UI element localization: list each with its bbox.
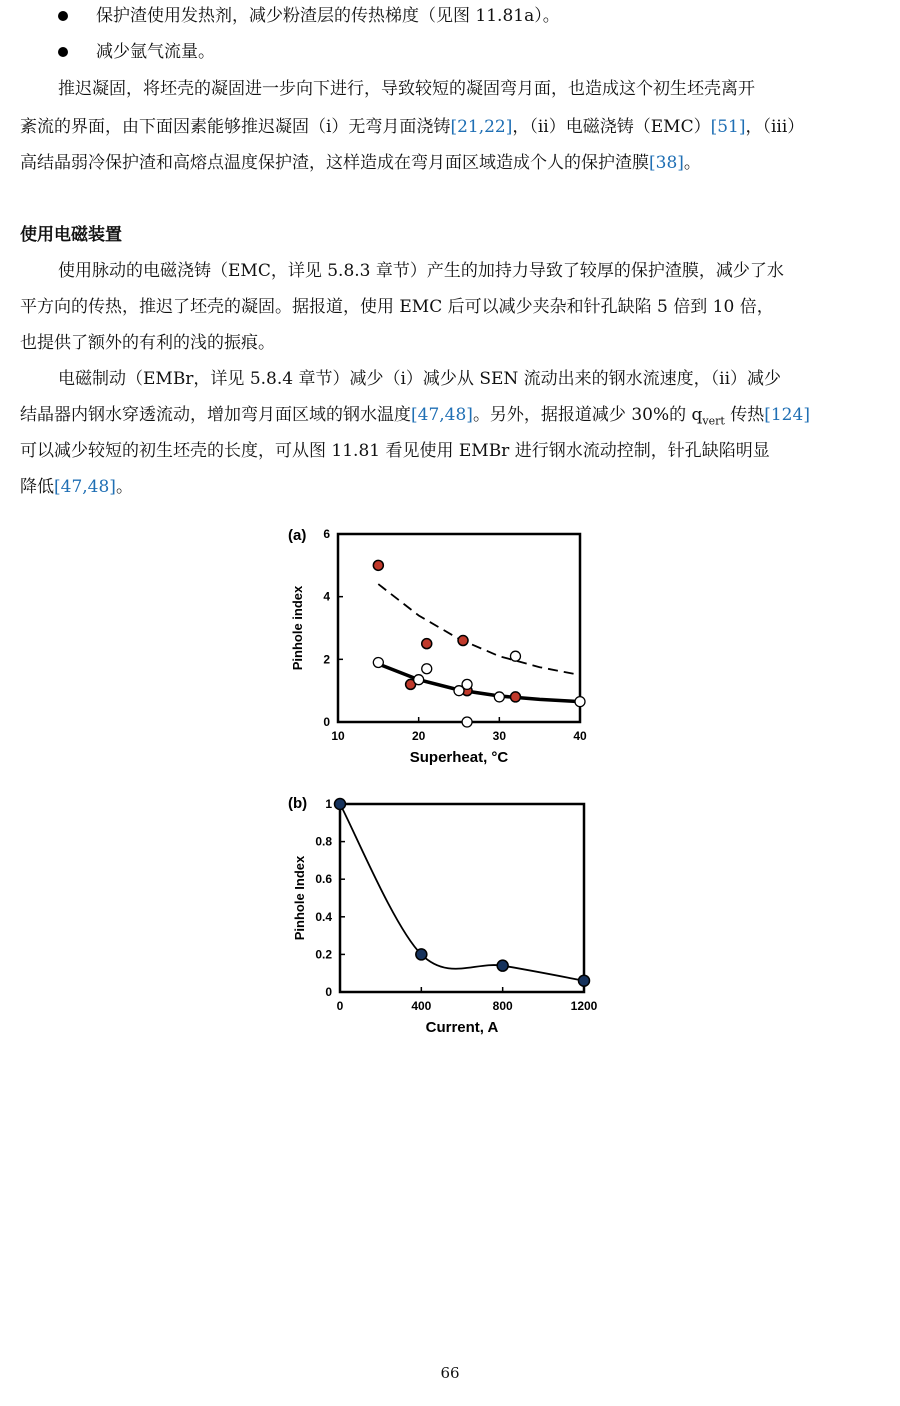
para1-line2 xyxy=(20,116,862,138)
y-tick-label: 0 xyxy=(325,985,332,999)
y-tick-label: 2 xyxy=(323,652,330,667)
x-tick-label: 20 xyxy=(411,729,426,743)
y-tick-label: 0 xyxy=(323,715,330,729)
x-tick-label: 30 xyxy=(492,729,507,743)
para1-line3-text-b: 。 xyxy=(683,153,701,173)
panel-label: (a) xyxy=(288,527,307,544)
para3-line3: 可以减少较短的初生坯壳的长度，可从图 11.81 看见使用 EMBr 进行钢水流动控制，针孔缺陷明显 xyxy=(20,441,770,461)
y-tick-label: 1 xyxy=(325,797,332,811)
data-point-open xyxy=(575,697,585,707)
data-point-open xyxy=(422,664,432,674)
para2-line1: 使用脉动的电磁浇铸（EMC，详见 5.8.3 章节）产生的加持力导致了较厚的保护渣膜，减少了水 xyxy=(58,261,784,281)
para3-line1: 电磁制动（EMBr，详见 5.8.4 章节）减少（i）减少从 SEN 流动出来的钢水流速度，（ii）减少 xyxy=(58,369,782,389)
bullet-item-1: 保护渣使用发热剂，减少粉渣层的传热梯度（见图 11.81a）。 xyxy=(96,6,560,26)
y-axis-label: Pinhole index xyxy=(290,585,305,671)
citation-link[interactable]: [124] xyxy=(764,405,810,425)
page-number: 66 xyxy=(440,1364,460,1382)
data-point-open xyxy=(373,657,383,667)
x-tick-label: 800 xyxy=(492,999,513,1013)
data-point-open xyxy=(462,679,472,689)
citation-link[interactable]: [51] xyxy=(710,117,746,137)
x-tick-label: 10 xyxy=(331,729,345,743)
bullet-dot-icon xyxy=(58,11,68,21)
chart-a xyxy=(276,522,606,782)
fit-curve-dashed xyxy=(378,584,580,675)
data-point-filled xyxy=(373,560,383,570)
para3-line2-text-c: 传热 xyxy=(724,405,765,425)
section-heading: 使用电磁装置 xyxy=(20,225,122,245)
y-tick-label: 0.6 xyxy=(315,872,332,887)
x-axis-label: Superheat, °C xyxy=(409,749,509,766)
para1-line2-text-a: 紊流的界面，由下面因素能够推迟凝固（i）无弯月面浇铸 xyxy=(20,117,451,137)
para3-line4-text-b: 。 xyxy=(115,477,133,497)
para1-line2-text-c: ，（iii） xyxy=(745,117,805,137)
data-point-open xyxy=(462,717,472,727)
para3-line4 xyxy=(20,476,862,498)
y-axis-label: Pinhole Index xyxy=(292,855,307,941)
para3-line4-text-a: 降低 xyxy=(20,477,54,497)
citation-link[interactable]: [38] xyxy=(649,153,684,173)
data-point xyxy=(497,960,508,971)
series-line xyxy=(340,804,584,981)
para1-line1: 推迟凝固，将坯壳的凝固进一步向下进行，导致较短的凝固弯月面，也造成这个初生坯壳离开 xyxy=(58,79,755,99)
x-tick-label: 40 xyxy=(573,729,587,743)
bullet-dot-icon xyxy=(58,47,68,57)
bullet-item-2: 减少氩气流量。 xyxy=(96,42,215,62)
y-tick-label: 0.4 xyxy=(315,909,332,924)
data-point xyxy=(579,975,590,986)
x-tick-label: 1200 xyxy=(570,999,598,1013)
y-tick-label: 4 xyxy=(323,589,330,604)
citation-link[interactable]: [47,48] xyxy=(411,405,473,425)
para1-line2-text-b: ，（ii）电磁浇铸（EMC） xyxy=(512,117,711,137)
y-tick-label: 6 xyxy=(323,527,330,541)
para1-line3-text-a: 高结晶弱冷保护渣和高熔点温度保护渣，这样造成在弯月面区域造成个人的保护渣膜 xyxy=(20,153,649,173)
data-point-open xyxy=(510,651,520,661)
citation-link[interactable]: [47,48] xyxy=(54,477,116,497)
data-point-open xyxy=(494,692,504,702)
x-tick-label: 400 xyxy=(411,999,432,1013)
y-tick-label: 0.2 xyxy=(315,947,332,962)
para3-line2-text-b: 。另外，据报道减少 30%的 q xyxy=(472,405,703,425)
para2-line3: 也提供了额外的有利的浅的振痕。 xyxy=(20,333,275,353)
data-point-open xyxy=(414,675,424,685)
para2-line2: 平方向的传热，推迟了坯壳的凝固。据报道，使用 EMC 后可以减少夹杂和针孔缺陷 5 倍到 10 倍， xyxy=(20,297,774,317)
data-point xyxy=(335,799,346,810)
data-point-filled xyxy=(422,639,432,649)
para3-line2 xyxy=(20,404,862,432)
plot-frame xyxy=(340,804,584,992)
x-axis-label: Current, A xyxy=(425,1019,499,1036)
x-tick-label: 0 xyxy=(336,999,344,1013)
data-point xyxy=(416,949,427,960)
y-tick-label: 0.8 xyxy=(315,834,332,849)
data-point-filled xyxy=(510,692,520,702)
subscript-vert: vert xyxy=(702,414,725,428)
citation-link[interactable]: [21,22] xyxy=(450,117,513,137)
para3-line2-text-a: 结晶器内钢水穿透流动，增加弯月面区域的钢水温度 xyxy=(20,405,411,425)
panel-label: (b) xyxy=(288,795,308,812)
chart-b xyxy=(276,790,606,1050)
para1-line3 xyxy=(20,152,862,174)
data-point-filled xyxy=(458,636,468,646)
